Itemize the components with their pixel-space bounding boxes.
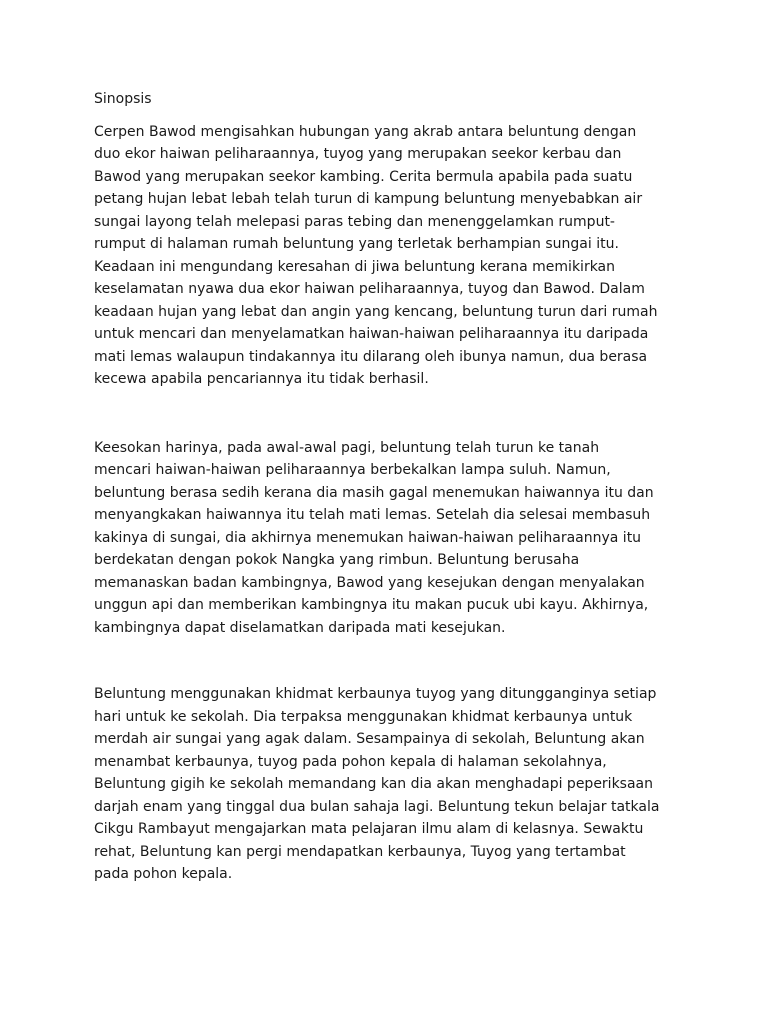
document-title: Sinopsis [94, 91, 152, 107]
paragraph-line: Beluntung gigih ke sekolah memandang kan dia akan menghadapi peperiksaan [94, 776, 654, 792]
paragraph-line: unggun api dan memberikan kambingnya itu makan pucuk ubi kayu. Akhirnya, [94, 597, 649, 613]
paragraph-line: sungai layong telah melepasi paras tebing dan menenggelamkan rumput- [94, 213, 615, 230]
paragraph-line: berdekatan dengan pokok Nangka yang rimbun. Beluntung berusaha [94, 552, 580, 568]
paragraph-line: Beluntung menggunakan khidmat kerbaunya tuyog yang ditungganginya setiap [94, 686, 657, 702]
paragraph-line: Cikgu Rambayut mengajarkan mata pelajaran ilmu alam di kelasnya. Sewaktu [94, 821, 644, 837]
paragraph-line: hari untuk ke sekolah. Dia terpaksa menggunakan khidmat kerbaunya untuk [94, 708, 633, 725]
paragraph-line: pada pohon kepala. [94, 866, 233, 882]
paragraph-3 [94, 683, 694, 886]
paragraph-line: kakinya di sungai, dia akhirnya menemukan haiwan-haiwan peliharaannya itu [94, 529, 642, 546]
paragraph-line: kambingnya dapat diselamatkan daripada mati kesejukan. [94, 619, 506, 636]
paragraph-line: keselamatan nyawa dua ekor haiwan peliharaannya, tuyog dan Bawod. Dalam [94, 281, 645, 297]
paragraph-line: Keesokan harinya, pada awal-awal pagi, beluntung telah turun ke tanah [94, 439, 600, 456]
paragraph-1 [94, 121, 694, 391]
paragraph-line: menyangkakan haiwannya itu telah mati lemas. Setelah dia selesai membasuh [94, 507, 651, 523]
paragraph-line: menambat kerbaunya, tuyog pada pohon kepala di halaman sekolahnya, [94, 753, 607, 770]
paragraph-line: keadaan hujan yang lebat dan angin yang kencang, beluntung turun dari rumah [94, 303, 658, 320]
paragraph-line: untuk mencari dan menyelamatkan haiwan-haiwan peliharaannya itu daripada [94, 326, 649, 342]
paragraph-2 [94, 437, 694, 640]
paragraph-line: beluntung berasa sedih kerana dia masih gagal menemukan haiwannya itu dan [94, 484, 654, 501]
paragraph-line: kecewa apabila pencariannya itu tidak berhasil. [94, 371, 429, 387]
document-body [94, 88, 694, 886]
paragraph-line: Cerpen Bawod mengisahkan hubungan yang akrab antara beluntung dengan [94, 123, 637, 140]
paragraph-line: memanaskan badan kambingnya, Bawod yang kesejukan dengan menyalakan [94, 574, 645, 591]
paragraph-line: merdah air sungai yang agak dalam. Sesampainya di sekolah, Beluntung akan [94, 731, 645, 747]
paragraph-line: rehat, Beluntung kan pergi mendapatkan kerbaunya, Tuyog yang tertambat [94, 843, 626, 860]
paragraph-line: Keadaan ini mengundang keresahan di jiwa beluntung kerana memikirkan [94, 258, 616, 275]
paragraph-line: mati lemas walaupun tindakannya itu dilarang oleh ibunya namun, dua berasa [94, 348, 648, 365]
paragraph-line: rumput di halaman rumah beluntung yang terletak berhampian sungai itu. [94, 236, 619, 252]
paragraph-line: darjah enam yang tinggal dua bulan sahaja lagi. Beluntung tekun belajar tatkala [94, 798, 660, 815]
paragraph-line: mencari haiwan-haiwan peliharaannya berbekalkan lampa suluh. Namun, [94, 462, 611, 478]
paragraph-line: Bawod yang merupakan seekor kambing. Cerita bermula apabila pada suatu [94, 168, 633, 185]
paragraph-line: petang hujan lebat lebah telah turun di kampung beluntung menyebabkan air [94, 191, 643, 207]
paragraph-line: duo ekor haiwan peliharaannya, tuyog yang merupakan seekor kerbau dan [94, 146, 622, 162]
